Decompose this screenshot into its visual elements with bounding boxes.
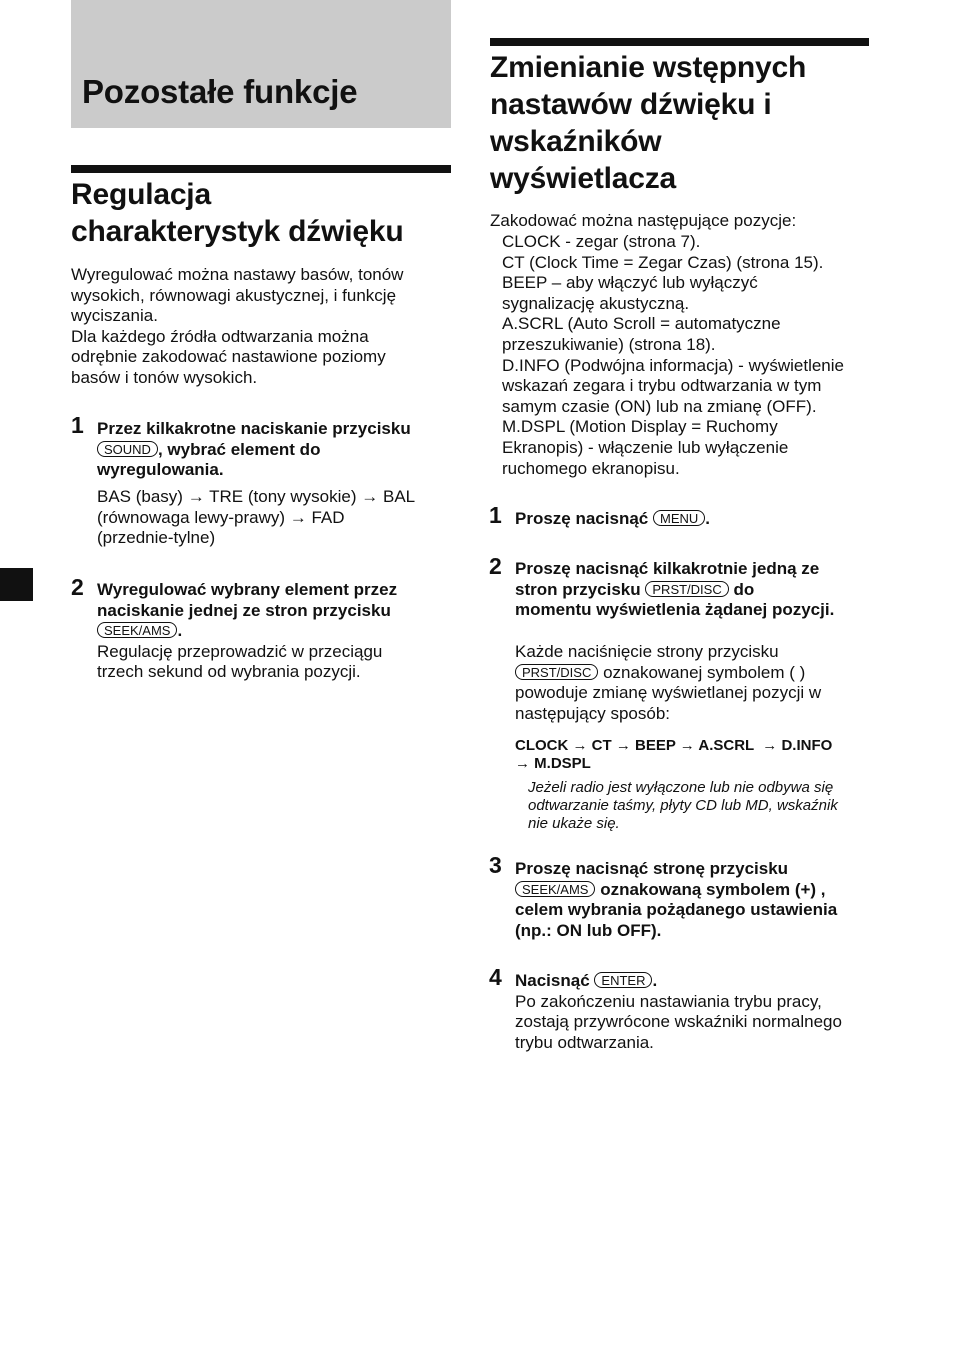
text-line: Proszę nacisnąć kilkakrotnie jedną ze xyxy=(515,559,820,578)
text-fragment: stron przycisku xyxy=(515,579,641,599)
seq-item: CT xyxy=(591,737,612,754)
heading-line: wskaźników xyxy=(490,125,662,158)
arrow-icon: → xyxy=(762,737,778,754)
display-sequence xyxy=(515,737,880,773)
text-fragment: do xyxy=(733,579,755,599)
heading-display-settings xyxy=(490,49,910,197)
list-item: wskazań zegara i trybu odtwarzania w tym xyxy=(502,376,822,396)
seq-item: A.SCRL xyxy=(698,737,754,754)
menu-button-label: MENU xyxy=(653,510,705,526)
arrow-icon: → xyxy=(361,487,379,506)
seek-ams-button-label: SEEK/AMS xyxy=(97,622,177,638)
heading-rule-left xyxy=(71,165,451,173)
text-line: momentu wyświetlenia żądanej pozycji. xyxy=(515,600,835,620)
text-line: wysokich, równowagi akustycznej, i funkcję xyxy=(71,285,397,305)
list-item: CT (Clock Time = Zegar Czas) (strona 15). xyxy=(502,252,824,272)
text-fragment: . xyxy=(652,971,658,990)
arrow-icon: → xyxy=(572,737,588,754)
text-fragment: oznakowanej symbolem ( ) xyxy=(603,662,806,682)
seq-item: BAS (basy) xyxy=(97,487,183,506)
prst-disc-button-label: PRST/DISC xyxy=(645,581,728,597)
right-step2-instruction xyxy=(515,559,880,621)
enter-button-label: ENTER xyxy=(594,972,652,988)
seq-item: (przednie-tylne) xyxy=(97,528,216,548)
step-number: 1 xyxy=(71,412,84,438)
text-line: następujący sposób: xyxy=(515,703,670,723)
arrow-icon: → xyxy=(515,755,530,772)
text-fragment: . xyxy=(177,621,183,641)
seq-item: CLOCK xyxy=(515,737,569,754)
list-item: przeszukiwanie) (strona 18). xyxy=(502,334,716,354)
heading-line: Zmienianie wstępnych xyxy=(490,51,807,84)
step2-instruction xyxy=(97,580,457,683)
text-fragment: . xyxy=(705,509,710,528)
seq-item: TRE (tony wysokie) xyxy=(209,487,357,506)
heading-line: nastawów dźwięku i xyxy=(490,88,772,121)
note-text xyxy=(528,779,878,833)
heading-rule-right xyxy=(490,38,869,46)
text-line: Regulację przeprowadzić w przeciągu xyxy=(97,641,383,661)
list-item: D.INFO (Podwójna informacja) - wyświetlenie xyxy=(502,355,844,375)
text-fragment: oznakowaną symbolem (+) , xyxy=(600,879,826,899)
text-line: Wyregulować wybrany element przez xyxy=(97,580,398,599)
text-line: Wyregulować można nastawy basów, tonów xyxy=(71,265,404,284)
text-line: wyregulowania. xyxy=(97,460,224,480)
arrow-icon: → xyxy=(615,737,631,754)
list-item: ruchomego ekranopisu. xyxy=(502,458,680,478)
right-step4-instruction xyxy=(515,971,880,1053)
text-line: odtwarzanie taśmy, płyty CD lub MD, wskaźnik xyxy=(528,797,838,814)
text-line: Przez kilkakrotne naciskanie przycisku xyxy=(97,419,411,438)
seq-item: D.INFO xyxy=(781,737,833,754)
seq-item: BEEP xyxy=(635,737,676,754)
list-item: samym czasie (ON) lub na zmianę (OFF). xyxy=(502,396,817,416)
text-line: trzech sekund od wybrania pozycji. xyxy=(97,662,361,682)
text-line: Dla każdego źródła odtwarzania można xyxy=(71,326,369,346)
step-number: 2 xyxy=(489,553,502,579)
text-line: trybu odtwarzania. xyxy=(515,1032,654,1052)
intro-paragraph-right: Zakodować można następujące pozycje: xyxy=(490,211,797,230)
heading-line: Regulacja xyxy=(71,178,211,211)
page-edge-tab xyxy=(0,568,33,601)
step-number: 3 xyxy=(489,852,502,878)
text-line: celem wybrania pożądanego ustawienia xyxy=(515,900,838,920)
step-number: 4 xyxy=(489,964,502,990)
step-number: 2 xyxy=(71,574,84,600)
text-fragment: , wybrać element do xyxy=(157,439,321,459)
seq-item: (równowaga lewy-prawy) xyxy=(97,507,286,527)
heading-line: wyświetlacza xyxy=(490,162,677,195)
text-line: Każde naciśnięcie strony przycisku xyxy=(515,642,779,661)
list-item: BEEP – aby włączyć lub wyłączyć xyxy=(502,273,758,293)
list-item: Ekranopis) - włączenie lub wyłączenie xyxy=(502,437,789,457)
seq-item: FAD xyxy=(311,507,345,527)
text-line: Po zakończeniu nastawiania trybu pracy, xyxy=(515,991,822,1011)
arrow-icon: → xyxy=(289,507,307,527)
text-line: Proszę nacisnąć stronę przycisku xyxy=(515,859,789,878)
prst-disc-button-label: PRST/DISC xyxy=(515,664,598,680)
list-item: A.SCRL (Auto Scroll = automatyczne xyxy=(502,314,781,334)
list-item: sygnalizację akustyczną. xyxy=(502,293,690,313)
arrow-icon: → xyxy=(679,737,695,754)
seq-item: M.DSPL xyxy=(534,755,591,772)
text-line: powoduje zmianę wyświetlanej pozycji w xyxy=(515,683,822,703)
heading-line: charakterystyk dźwięku xyxy=(71,215,404,248)
sound-button-label: SOUND xyxy=(97,441,158,457)
intro-paragraph-left xyxy=(71,265,451,389)
text-line: zostają przywrócone wskaźniki normalnego xyxy=(515,1012,842,1032)
step1-instruction xyxy=(97,419,457,481)
section-title: Pozostałe funkcje xyxy=(82,73,358,110)
right-step3-instruction xyxy=(515,859,880,941)
seq-item: BAL xyxy=(382,487,416,506)
text-fragment: Nacisnąć xyxy=(515,971,590,990)
text-line: nie ukaże się. xyxy=(528,815,620,832)
text-line: wyciszania. xyxy=(71,306,158,326)
text-line: basów i tonów wysokich. xyxy=(71,367,258,387)
right-step1-instruction xyxy=(515,509,875,530)
arrow-icon: → xyxy=(187,487,205,506)
text-line: (np.: ON lub OFF). xyxy=(515,920,662,940)
heading-sound-adjust xyxy=(71,176,461,250)
list-item: CLOCK - zegar (strona 7). xyxy=(502,232,701,251)
text-fragment: Proszę nacisnąć xyxy=(515,509,649,528)
list-item: M.DSPL (Motion Display = Ruchomy xyxy=(502,417,778,437)
settings-list xyxy=(502,232,882,479)
text-line: naciskanie jednej ze stron przycisku xyxy=(97,600,391,620)
step1-sequence xyxy=(97,487,457,549)
seek-ams-button-label: SEEK/AMS xyxy=(515,881,595,897)
step-number: 1 xyxy=(489,502,502,528)
text-line: odrębnie zakodować nastawione poziomy xyxy=(71,347,386,367)
right-step2-description xyxy=(515,642,880,724)
text-line: Jeżeli radio jest wyłączone lub nie odbywa się xyxy=(528,779,834,796)
